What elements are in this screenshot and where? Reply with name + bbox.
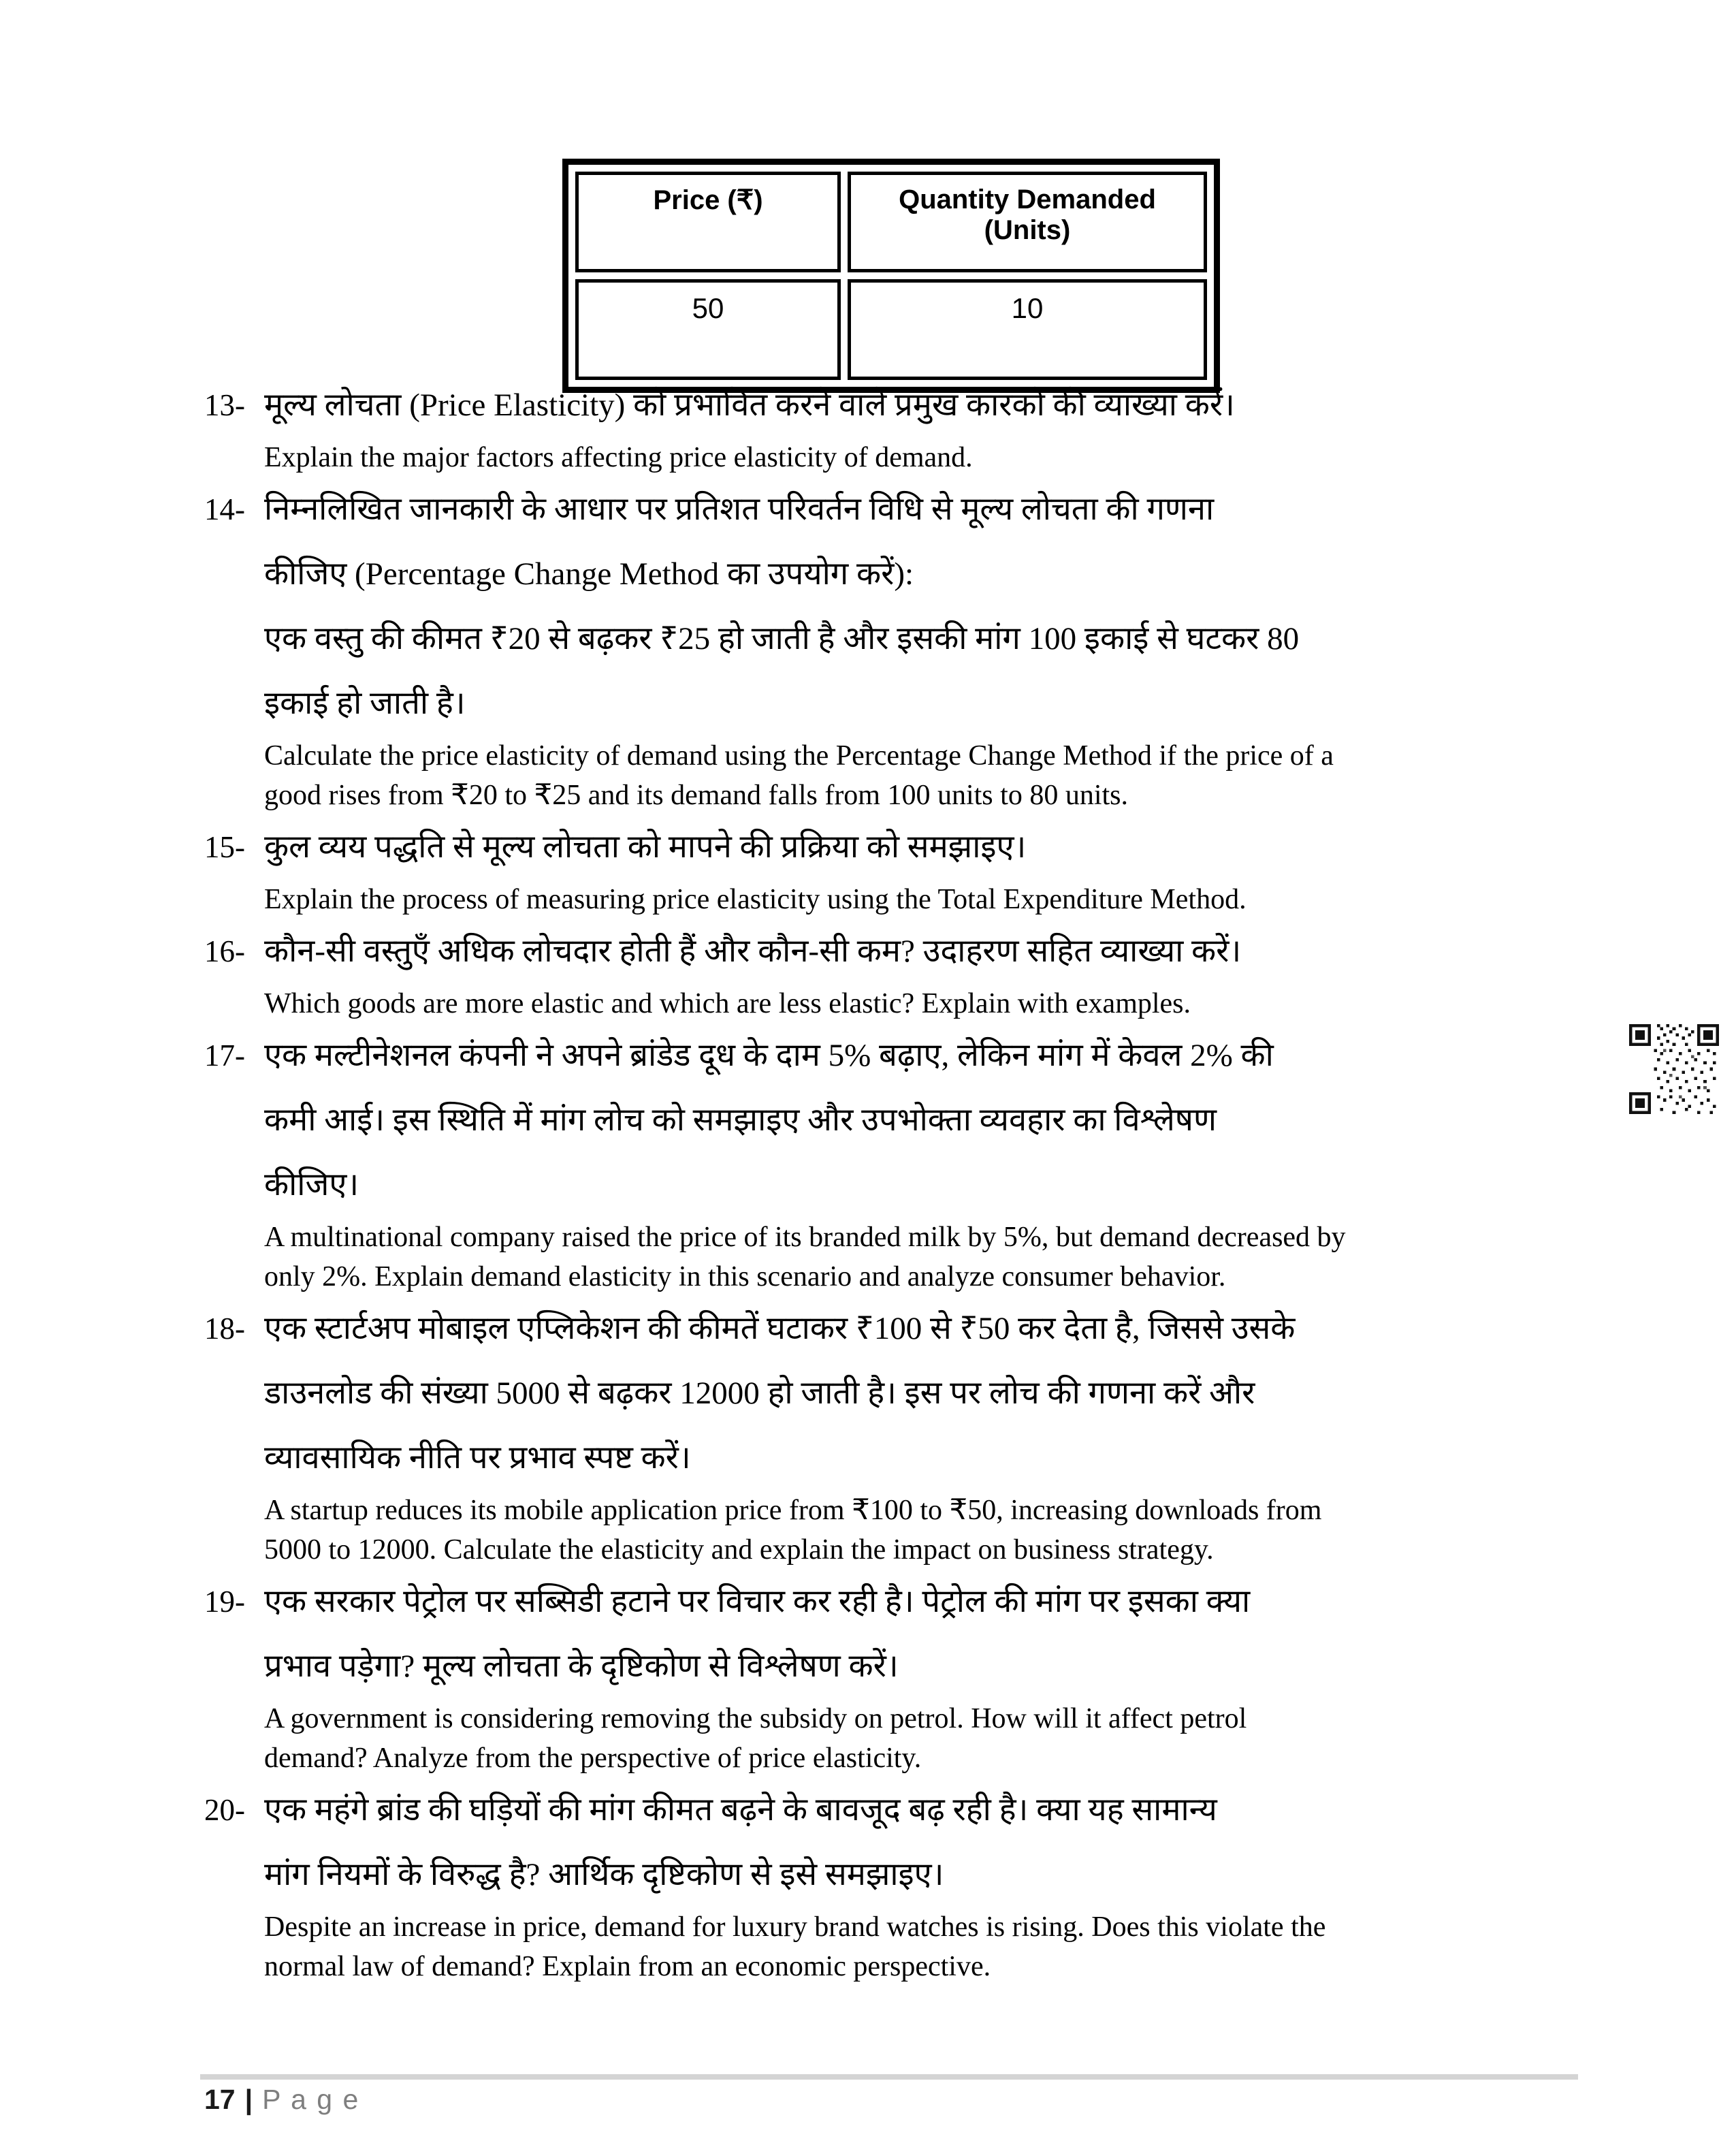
qr-code-image xyxy=(1629,1023,1719,1115)
question-item-15 xyxy=(204,815,1559,919)
question-item-16 xyxy=(204,919,1559,1023)
table-row xyxy=(575,279,1207,380)
question-list xyxy=(204,373,1559,1986)
question-english-line: only 2%. Explain demand elasticity in this scenario and analyze consumer behavior. xyxy=(264,1261,1226,1292)
question-hindi-line: निम्नलिखित जानकारी के आधार पर प्रतिशत परिवर्तन विधि से मूल्य लोचता की गणना xyxy=(264,492,1215,527)
question-number: 18- xyxy=(204,1312,245,1346)
question-item-13 xyxy=(204,373,1559,477)
question-number: 19- xyxy=(204,1585,245,1619)
question-body xyxy=(264,919,1559,1023)
question-hindi-line: एक वस्तु की कीमत ₹20 से बढ़कर ₹25 हो जाती है और इसकी मांग 100 इकाई से घटकर 80 xyxy=(264,621,1300,656)
question-body xyxy=(264,1023,1559,1297)
question-english-line: Explain the process of measuring price elasticity using the Total Expenditure Method. xyxy=(264,884,1247,915)
question-hindi-line: कमी आई। इस स्थिति में मांग लोच को समझाइए और उपभोक्ता व्यवहार का विश्लेषण xyxy=(264,1102,1217,1138)
question-hindi-line: इकाई हो जाती है। xyxy=(264,686,466,721)
footer-divider xyxy=(200,2074,1578,2080)
question-hindi-line: कीजिए (Percentage Change Method का उपयोग करें): xyxy=(264,556,914,592)
footer-page-label: P a g e xyxy=(262,2084,360,2115)
question-item-20 xyxy=(204,1778,1559,1986)
table-header-quantity: Quantity Demanded (Units) xyxy=(848,172,1207,272)
question-hindi-line: एक महंगे ब्रांड की घड़ियों की मांग कीमत बढ़ने के बावजूद बढ़ रही है। क्या यह सामान्य xyxy=(264,1792,1217,1828)
question-english-line: Calculate the price elasticity of demand using the Percentage Change Method if the price of a xyxy=(264,740,1334,772)
question-body xyxy=(264,1570,1559,1778)
question-hindi-line: कुल व्यय पद्धति से मूल्य लोचता को मापने की प्रक्रिया को समझाइए। xyxy=(264,829,1027,865)
question-number: 13- xyxy=(204,388,245,422)
table-cell-price: 50 xyxy=(575,279,841,380)
footer xyxy=(204,2084,359,2116)
question-hindi-line: व्यावसायिक नीति पर प्रभाव स्पष्ट करें। xyxy=(264,1440,691,1476)
question-english-line: Which goods are more elastic and which are less elastic? Explain with examples. xyxy=(264,988,1191,1019)
question-hindi-line: एक स्टार्टअप मोबाइल एप्लिकेशन की कीमतें घटाकर ₹100 से ₹50 कर देता है, जिससे उसके xyxy=(264,1311,1296,1346)
question-hindi-line: कौन-सी वस्तुएँ अधिक लोचदार होती हैं और कौन-सी कम? उदाहरण सहित व्याख्या करें। xyxy=(264,934,1242,969)
question-english-line: demand? Analyze from the perspective of price elasticity. xyxy=(264,1743,922,1774)
question-hindi-line: डाउनलोड की संख्या 5000 से बढ़कर 12000 हो जाती है। इस पर लोच की गणना करें और xyxy=(264,1376,1255,1411)
question-english-line: 5000 to 12000. Calculate the elasticity and explain the impact on business strategy. xyxy=(264,1534,1214,1566)
table-header-row xyxy=(575,172,1207,272)
question-item-14 xyxy=(204,477,1559,815)
question-english-line: A startup reduces its mobile application price from ₹100 to ₹50, increasing downloads from xyxy=(264,1495,1322,1526)
question-hindi-line: मूल्य लोचता (Price Elasticity) को प्रभावित करने वाले प्रमुख कारकों की व्याख्या करें। xyxy=(264,387,1235,423)
question-hindi-line: एक सरकार पेट्रोल पर सब्सिडी हटाने पर विचार कर रही है। पेट्रोल की मांग पर इसका क्या xyxy=(264,1584,1251,1619)
question-english-line: normal law of demand? Explain from an economic perspective. xyxy=(264,1951,991,1982)
question-english-line: Despite an increase in price, demand for luxury brand watches is rising. Does this violate the xyxy=(264,1911,1326,1943)
question-english-line: A government is considering removing the subsidy on petrol. How will it affect petrol xyxy=(264,1703,1247,1734)
footer-separator: | xyxy=(244,2084,253,2115)
table-cell-quantity: 10 xyxy=(848,279,1207,380)
question-number: 16- xyxy=(204,934,245,968)
question-item-17 xyxy=(204,1023,1559,1297)
question-number: 14- xyxy=(204,492,245,526)
table-header-price: Price (₹) xyxy=(575,172,841,272)
question-item-19 xyxy=(204,1570,1559,1778)
question-number: 20- xyxy=(204,1793,245,1827)
price-demand-table xyxy=(562,159,1220,393)
question-hindi-line: मांग नियमों के विरुद्ध है? आर्थिक दृष्टिकोण से इसे समझाइए। xyxy=(264,1857,944,1892)
question-hindi-line: एक मल्टीनेशनल कंपनी ने अपने ब्रांडेड दूध के दाम 5% बढ़ाए, लेकिन मांग में केवल 2% की xyxy=(264,1038,1274,1073)
question-body xyxy=(264,1297,1559,1570)
question-english-line: Explain the major factors affecting price elasticity of demand. xyxy=(264,442,973,473)
question-hindi-line: कीजिए। xyxy=(264,1167,359,1203)
question-number: 15- xyxy=(204,830,245,864)
question-body xyxy=(264,1778,1559,1986)
page-number: 17 xyxy=(204,2084,236,2115)
question-english-line: A multinational company raised the price of its branded milk by 5%, but demand decreased by xyxy=(264,1222,1346,1253)
question-body xyxy=(264,477,1559,815)
question-body xyxy=(264,373,1559,477)
question-number: 17- xyxy=(204,1038,245,1072)
question-body xyxy=(264,815,1559,919)
question-english-line: good rises from ₹20 to ₹25 and its demand falls from 100 units to 80 units. xyxy=(264,780,1129,811)
question-hindi-line: प्रभाव पड़ेगा? मूल्य लोचता के दृष्टिकोण से विश्लेषण करें। xyxy=(264,1649,899,1684)
question-item-18 xyxy=(204,1297,1559,1570)
